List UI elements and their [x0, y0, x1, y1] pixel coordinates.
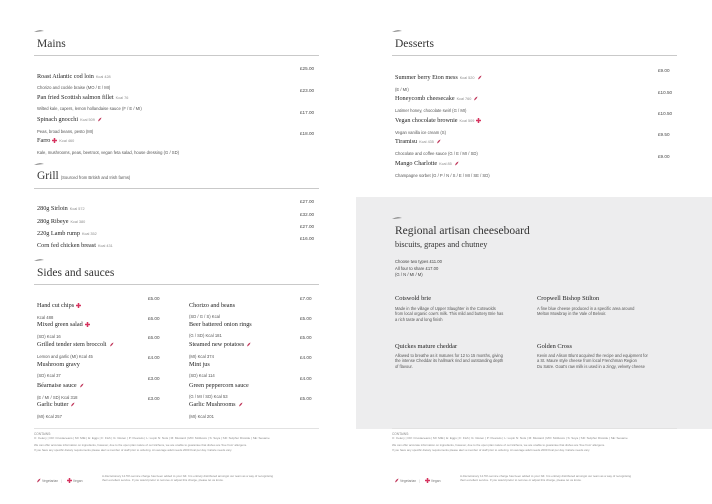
diet-legend: Vegetarian | Vegan — [392, 478, 441, 484]
cheese-name: Quickes mature cheddar — [395, 343, 458, 350]
item-kcal: Kcal 572 — [69, 207, 85, 211]
cheeseboard-title: Regional artisan cheeseboard — [395, 225, 530, 237]
desc-line: Made in the village of Upper Slaughter in the Cotswolds — [395, 306, 496, 311]
item-kcal: Kcal 431 — [97, 244, 113, 248]
menu-item — [37, 86, 142, 111]
choose-two-price: Choose two types £11.00 — [395, 259, 442, 264]
service-charge-note — [460, 474, 646, 482]
item-name: 220g Lamb rump — [37, 230, 80, 237]
item-price: £4.00 — [148, 355, 160, 360]
cheese-allergens: (G / N / MI / M) — [395, 272, 423, 277]
vegan-icon — [76, 295, 81, 313]
cheese-description — [537, 353, 648, 369]
item-description: Champagne sorbet (G / P / N / S / E / MI / SE / SD) — [395, 172, 490, 178]
item-price: £3.00 — [148, 376, 160, 381]
desc-line: of flavour. — [395, 363, 413, 369]
service-line: their excellent service. If you would prefer to remove or adjust this charge, please let us know. — [460, 478, 582, 483]
feather-icon — [34, 30, 44, 33]
item-price: £9.00 — [658, 154, 670, 159]
item-price: £18.00 — [300, 131, 315, 136]
item-name: Garlic Mushrooms — [189, 401, 236, 408]
desc-line: Kevin and Alison Blunt acquired the recipe and equipment for — [537, 353, 648, 358]
item-name: Steamed new potatoes — [189, 341, 245, 348]
vegetarian-icon — [238, 394, 243, 412]
grill-title — [37, 170, 130, 182]
item-name: Grilled tender stem broccoli — [37, 341, 107, 348]
item-name: Pan fried Scottish salmon fillet — [37, 94, 114, 101]
cheese-description — [395, 306, 503, 322]
item-name: Hand cut chips — [37, 302, 75, 309]
vegan-icon — [52, 130, 57, 148]
vegetarian-icon — [436, 131, 441, 149]
item-name: Mushroom gravy — [37, 361, 80, 368]
allergen-note: We can offer accurate information on ingredients, however, due to the open plan nature of our kitchens, we are unable to guarantee that dishes are 'free from' allergens. — [392, 443, 605, 448]
item-price: £10.50 — [658, 90, 673, 95]
menu-item — [37, 129, 179, 155]
item-sub: (G / SD) Kcal 181 — [189, 332, 222, 338]
feather-icon — [34, 259, 44, 262]
item-description: Chorizo and cockle braise (MO / E / MI) — [37, 84, 111, 90]
cheese-name: Cropwell Bishop Stilton — [537, 295, 600, 302]
cheese-description — [395, 353, 503, 369]
item-name: Vegan chocolate brownie — [395, 117, 458, 124]
vegetarian-icon — [454, 153, 459, 171]
footer-allergens — [392, 432, 638, 452]
desc-line: from local organic cow's milk. This mild and buttery Brie has — [395, 311, 504, 317]
item-price: £7.00 — [300, 296, 312, 301]
service-line: A discretionary 12.5% service charge has been added to your bill. It is entirely distributed amongst our team as a way of recognising — [460, 474, 632, 478]
item-sub: (SD) Kcal 16 — [37, 333, 61, 339]
vegetarian-icon — [477, 67, 482, 85]
allergen-note: We can offer accurate information on ingredients, however, due to the open plan nature of our kitchens, we are unable to guarantee that dishes are 'free from' allergens. — [34, 443, 247, 448]
item-kcal: Kcal 435 — [419, 140, 434, 144]
item-name: Mint jus — [189, 361, 210, 368]
desc-line: Melton Mowbray in the Vale of Belvoir. — [537, 311, 607, 317]
item-price: £5.00 — [300, 335, 312, 340]
item-sub: (SD) Kcal 114 — [189, 372, 215, 378]
item-price: £27.00 — [300, 199, 315, 204]
vegan-icon — [425, 478, 430, 484]
item-price: £17.00 — [300, 110, 315, 115]
item-kcal: Kcal 509 — [80, 118, 95, 122]
item-name: Farro — [37, 137, 51, 144]
contains-label: CONTAINS: — [392, 432, 410, 436]
diet-legend: Vegetarian | Vegan — [34, 478, 83, 484]
feather-icon — [34, 163, 44, 166]
item-name: 280g Ribeye — [37, 218, 69, 225]
sides-title: Sides and sauces — [37, 267, 115, 279]
item-sub: (MI) Kcal 374 — [189, 353, 214, 359]
item-name: Corn fed chicken breast — [37, 242, 96, 249]
menu-item — [37, 234, 113, 252]
item-name: Béarnaise sauce — [37, 382, 77, 389]
item-name: Roast Atlantic cod loin — [37, 73, 94, 80]
item-kcal: Kcal 85 — [439, 162, 452, 166]
item-price: £25.00 — [300, 66, 315, 71]
vegan-icon — [85, 314, 90, 332]
item-price: £5.00 — [148, 296, 160, 301]
divider — [34, 55, 319, 56]
item-name: Mango Charlotte — [395, 160, 438, 167]
divider — [392, 55, 677, 56]
item-description: Vegan vanilla ice cream (S) — [395, 129, 446, 135]
item-name: Honeycomb cheesecake — [395, 95, 455, 102]
item-price: £5.00 — [300, 396, 312, 401]
vegan-icon — [67, 478, 72, 484]
item-description: Kale, mushrooms, peas, beetroot, vegan feta salad, house dressing (G / SD) — [37, 149, 179, 155]
vegetarian-icon — [36, 478, 41, 484]
footer-allergens — [34, 432, 280, 452]
all-four-price: All four to share £17.00 — [395, 265, 439, 271]
vegetarian-icon — [70, 394, 75, 412]
divider — [34, 188, 319, 189]
item-sub: (SD) Kcal 37 — [37, 372, 61, 378]
item-kcal: Kcal 460 — [59, 139, 75, 143]
divider — [34, 284, 319, 285]
item-name: Summer berry Eton mess — [395, 74, 458, 81]
desc-line: a St. Maure style cheese from local Frenchman Region — [537, 358, 637, 364]
desc-line: A fine blue cheese produced in a specific area around — [537, 306, 635, 311]
vegetarian-icon — [394, 478, 399, 484]
divider — [392, 428, 677, 429]
cheeseboard-pricing — [395, 259, 442, 279]
vegan-label: Vegan — [430, 479, 441, 483]
vegetarian-label: Vegetarian — [41, 479, 59, 483]
item-sub: (SD / G / S) Kcal — [189, 313, 220, 319]
item-name: Beer battered onion rings — [189, 321, 252, 328]
desserts-title: Desserts — [395, 38, 434, 50]
feather-icon — [392, 30, 402, 33]
item-kcal: Kcal 380 — [70, 220, 86, 224]
vegetarian-label: Vegetarian — [399, 479, 417, 483]
item-sub: (MI) Kcal 201 — [189, 413, 214, 419]
item-description: (E / MI) — [395, 86, 409, 92]
item-price: £6.00 — [148, 316, 160, 321]
item-sub: Kcal 488 — [37, 314, 54, 320]
cheeseboard-subtitle: biscuits, grapes and chutney — [395, 240, 488, 249]
item-price: £27.00 — [300, 224, 315, 229]
item-price: £16.00 — [300, 236, 315, 241]
item-price: £32.00 — [300, 212, 315, 217]
side-item — [37, 393, 75, 419]
vegetarian-icon — [246, 334, 251, 352]
mains-title: Mains — [37, 38, 66, 50]
feather-icon — [392, 217, 402, 220]
item-name: Green peppercorn sauce — [189, 382, 249, 389]
service-line: A discretionary 12.5% service charge has been added to your bill. It is entirely distributed amongst our team as a way of recognising — [102, 474, 274, 478]
cheeseboard-panel — [356, 197, 712, 429]
service-line: their excellent service. If you would prefer to remove or adjust this charge, please let us know. — [102, 478, 224, 483]
item-name: 280g Sirloin — [37, 205, 68, 212]
item-kcal: Kcal 76 — [115, 96, 129, 100]
vegetarian-icon — [109, 334, 114, 352]
vegetarian-icon — [473, 88, 478, 106]
item-name: Spinach gnocchi — [37, 116, 79, 123]
cheese-name: Cotswold brie — [395, 295, 432, 302]
item-kcal: Kcal 760 — [456, 97, 472, 101]
menu-item — [395, 152, 490, 178]
calorie-note: If you have any specific dietary requirements please alert a member of staff prior to ordering. An average adult needs 2000 Kcal per day. Calorie needs vary. — [34, 447, 233, 452]
item-name: Chorizo and beans — [189, 302, 236, 309]
item-name: Mixed green salad — [37, 321, 83, 328]
item-price: £4.00 — [300, 376, 312, 381]
item-price: £6.00 — [148, 335, 160, 340]
item-kcal: Kcal 352 — [81, 232, 97, 236]
item-kcal: Kcal 428 — [95, 75, 111, 79]
item-price: £3.00 — [148, 396, 160, 401]
item-name: Tiramisu — [395, 138, 418, 145]
divider — [34, 428, 319, 429]
item-price: £4.00 — [300, 355, 312, 360]
item-kcal: Kcal 520 — [459, 76, 475, 80]
vegan-label: Vegan — [72, 479, 83, 483]
vegan-icon — [476, 110, 481, 128]
item-description: Peas, broad beans, pesto (MI) — [37, 128, 94, 134]
item-sub: (G / MI / SD) Kcal 53 — [189, 393, 228, 399]
vegetarian-icon — [79, 375, 84, 393]
item-price: £9.00 — [658, 68, 670, 73]
item-sub: Lemon and garlic (MI) Kcal 45 — [37, 353, 93, 359]
cheese-name: Golden Cross — [537, 343, 572, 350]
grill-sourcing-note: (Sourced from British and Irish farms) — [60, 175, 131, 180]
item-price: £10.50 — [658, 111, 673, 116]
allergen-key: C: Celery | CR: Crustaceans | MI: Milk | E: Eggs | F: Fish | G: Gluten | P: Peanuts | L: Lupin N: Nuts | M: Mustard | MO: Molluscs | S: Soya | SD: Sulphur Dioxide | SE: Sesame — [34, 436, 270, 441]
service-charge-note — [102, 474, 288, 482]
side-item — [189, 393, 243, 419]
contains-label: CONTAINS: — [34, 432, 52, 436]
grill-title-text: Grill — [37, 170, 59, 182]
vegetarian-icon — [97, 109, 102, 127]
item-description: Latimer honey, chocolate swirl (G / MI) — [395, 107, 467, 113]
cheese-description — [537, 306, 634, 317]
item-price: £5.00 — [300, 316, 312, 321]
desc-line: a rich taste and long finish — [395, 316, 443, 322]
allergen-key: C: Celery | CR: Crustaceans | MI: Milk | E: Eggs | F: Fish | G: Gluten | P: Peanuts | L: Lupin N: Nuts | M: Mustard | MO: Molluscs | S: Soya | SD: Sulphur Dioxide | SE: Sesame — [392, 436, 628, 441]
item-price: £23.00 — [300, 88, 315, 93]
item-description: Chocolate and coffee sauce (G / E / MI / SD) — [395, 150, 478, 156]
item-description: Wilted kale, capers, lemon hollandaise sauce (F / E / MI) — [37, 105, 142, 111]
desc-line: Du Satre. Goat's raw milk is used in a zingy, velvety cheese — [537, 363, 645, 369]
item-price: £9.50 — [658, 132, 670, 137]
desc-line: Allowed to breathe as it matures for 12 to 15 months, giving — [395, 353, 503, 358]
item-kcal: Kcal 509 — [459, 119, 475, 123]
item-sub: (MI) Kcal 257 — [37, 413, 62, 419]
calorie-note: If you have any specific dietary requirements please alert a member of staff prior to ordering. An average adult needs 2000 Kcal per day. Calorie needs vary. — [392, 447, 591, 452]
item-sub: (E / MI / SD) Kcal 318 — [37, 394, 78, 400]
item-name: Garlic butter — [37, 401, 69, 408]
desc-line: the intense Cheddar its hallmark rind and outstanding depth — [395, 358, 504, 364]
